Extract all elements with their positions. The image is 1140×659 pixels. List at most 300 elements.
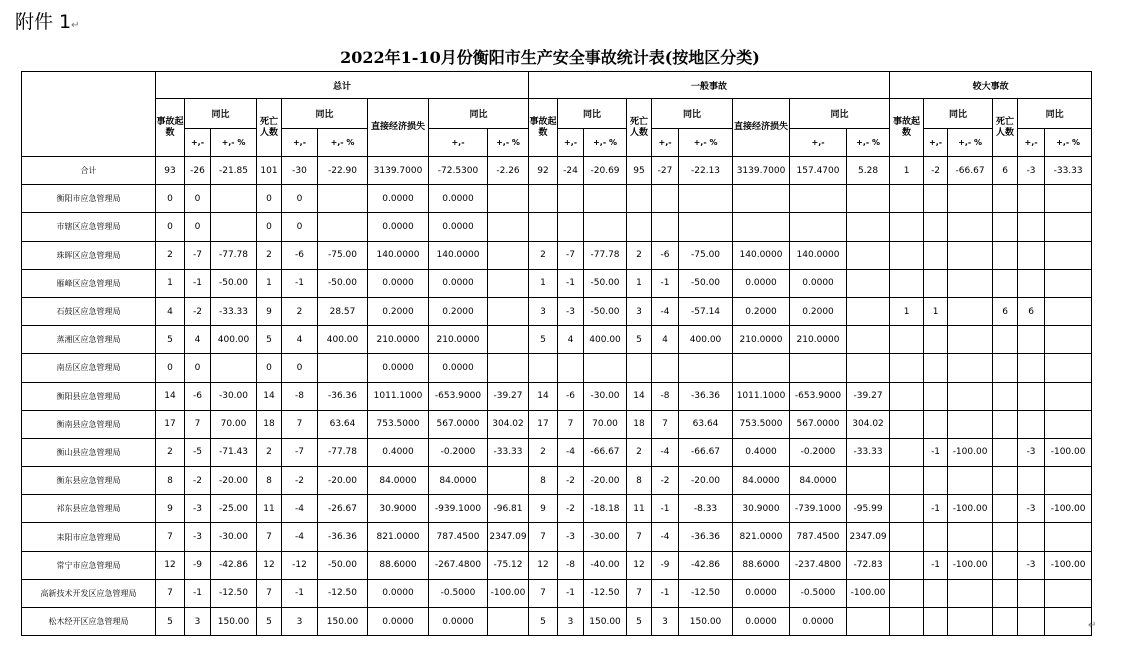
table-cell: -7	[282, 438, 318, 466]
table-cell: -50.00	[584, 297, 627, 325]
table-cell: -8	[282, 382, 318, 410]
table-cell: 3139.7000	[368, 157, 429, 185]
table-cell: 400.00	[211, 326, 257, 354]
table-cell: -3	[1018, 551, 1045, 579]
region-name-cell: 祁东县应急管理局	[22, 495, 156, 523]
table-cell	[1018, 382, 1045, 410]
table-cell: 6	[993, 157, 1018, 185]
table-row	[22, 438, 1092, 466]
table-cell: 210.0000	[733, 326, 790, 354]
table-cell: 7	[156, 523, 185, 551]
table-cell: -4	[282, 495, 318, 523]
table-cell: 5	[156, 326, 185, 354]
table-cell: 101	[257, 157, 282, 185]
table-cell: -3	[558, 523, 584, 551]
table-cell: 0	[156, 185, 185, 213]
table-cell: 4	[282, 326, 318, 354]
table-cell: -1	[558, 579, 584, 607]
region-name-cell: 珠晖区应急管理局	[22, 241, 156, 269]
table-cell	[890, 523, 924, 551]
general-loss-pct-header: +,- %	[847, 129, 890, 157]
table-cell: 63.64	[318, 410, 368, 438]
table-cell: -0.2000	[790, 438, 847, 466]
table-cell: 0.2000	[733, 297, 790, 325]
table-cell	[1045, 297, 1092, 325]
table-cell: 2	[627, 241, 652, 269]
table-cell: -26.67	[318, 495, 368, 523]
table-cell: 150.00	[318, 608, 368, 636]
table-cell: 6	[1018, 297, 1045, 325]
table-cell: 0.0000	[733, 608, 790, 636]
table-cell	[529, 185, 558, 213]
table-cell: -26	[185, 157, 211, 185]
table-cell: 0	[156, 213, 185, 241]
table-cell: -1	[185, 579, 211, 607]
group-total-header: 总计	[156, 72, 529, 99]
table-cell	[1018, 608, 1045, 636]
table-cell: 12	[529, 551, 558, 579]
general-deaths-yoy-header: 同比	[652, 99, 733, 129]
table-cell	[993, 354, 1018, 382]
table-cell: 5	[627, 608, 652, 636]
table-cell: 30.9000	[368, 495, 429, 523]
table-cell: 7	[627, 579, 652, 607]
table-cell: 0	[282, 354, 318, 382]
major-accidents-yoy-header: 同比	[924, 99, 993, 129]
table-cell	[948, 579, 993, 607]
table-cell	[488, 354, 529, 382]
table-cell: -2	[282, 467, 318, 495]
table-cell: -237.4800	[790, 551, 847, 579]
table-cell: 0.0000	[368, 185, 429, 213]
table-cell: -3	[1018, 157, 1045, 185]
total-deaths-yoy-header: 同比	[282, 99, 368, 129]
table-cell: 88.6000	[733, 551, 790, 579]
table-cell: -8	[652, 382, 679, 410]
table-cell: 0.2000	[429, 297, 488, 325]
general-loss-diff-header: +,-	[790, 129, 847, 157]
table-cell	[890, 495, 924, 523]
table-cell	[847, 467, 890, 495]
table-cell	[1018, 354, 1045, 382]
table-cell: -0.5000	[429, 579, 488, 607]
table-cell: 0.0000	[790, 269, 847, 297]
table-cell	[1045, 382, 1092, 410]
table-cell	[948, 410, 993, 438]
table-cell: -30	[282, 157, 318, 185]
table-cell: -12.50	[584, 579, 627, 607]
table-cell	[890, 410, 924, 438]
table-cell: -42.86	[679, 551, 733, 579]
table-cell: -100.00	[488, 579, 529, 607]
table-cell	[948, 326, 993, 354]
table-cell	[211, 354, 257, 382]
table-cell	[1045, 467, 1092, 495]
table-cell: 821.0000	[368, 523, 429, 551]
table-cell	[948, 608, 993, 636]
table-cell: 0.0000	[429, 269, 488, 297]
table-cell: -33.33	[847, 438, 890, 466]
table-cell: -20.00	[679, 467, 733, 495]
table-cell	[948, 523, 993, 551]
table-cell	[211, 213, 257, 241]
table-cell	[627, 185, 652, 213]
table-cell: -267.4800	[429, 551, 488, 579]
table-cell: -5	[185, 438, 211, 466]
general-deaths-diff-header: +,-	[652, 129, 679, 157]
table-cell	[948, 467, 993, 495]
table-cell: 0.0000	[733, 269, 790, 297]
table-cell: 1	[924, 297, 948, 325]
table-cell	[1018, 523, 1045, 551]
table-cell: 5.28	[847, 157, 890, 185]
total-deaths-diff-header: +,-	[282, 129, 318, 157]
table-cell	[488, 467, 529, 495]
table-cell: -75.00	[318, 241, 368, 269]
table-cell: -40.00	[584, 551, 627, 579]
table-cell: -36.36	[318, 523, 368, 551]
table-cell: 210.0000	[368, 326, 429, 354]
table-cell: -3	[1018, 438, 1045, 466]
table-cell: 70.00	[584, 410, 627, 438]
table-cell	[488, 269, 529, 297]
table-cell: -75.00	[679, 241, 733, 269]
table-cell: -77.78	[318, 438, 368, 466]
table-cell	[558, 185, 584, 213]
table-cell	[890, 579, 924, 607]
table-cell	[1018, 326, 1045, 354]
table-cell: -36.36	[679, 382, 733, 410]
table-cell: 0.0000	[368, 354, 429, 382]
table-cell	[924, 579, 948, 607]
major-deaths-diff-header: +,-	[1018, 129, 1045, 157]
table-cell	[993, 608, 1018, 636]
general-accidents-header: 事故起数	[529, 99, 558, 157]
table-cell	[993, 326, 1018, 354]
table-cell: 0	[282, 185, 318, 213]
table-cell	[993, 382, 1018, 410]
table-row	[22, 354, 1092, 382]
table-cell: 2	[282, 297, 318, 325]
table-cell: 28.57	[318, 297, 368, 325]
table-cell	[318, 354, 368, 382]
table-cell	[924, 354, 948, 382]
table-cell: -2	[185, 467, 211, 495]
region-name-cell: 耒阳市应急管理局	[22, 523, 156, 551]
table-cell: -39.27	[488, 382, 529, 410]
table-cell	[733, 213, 790, 241]
region-name-cell: 市辖区应急管理局	[22, 213, 156, 241]
table-cell: 63.64	[679, 410, 733, 438]
table-cell: 0	[257, 185, 282, 213]
table-cell: 93	[156, 157, 185, 185]
total-accidents-pct-header: +,- %	[211, 129, 257, 157]
table-cell: 7	[282, 410, 318, 438]
table-cell: 7	[529, 579, 558, 607]
table-cell: 8	[257, 467, 282, 495]
table-cell: -50.00	[584, 269, 627, 297]
table-cell: 1011.1000	[733, 382, 790, 410]
table-cell: -39.27	[847, 382, 890, 410]
general-accidents-pct-header: +,- %	[584, 129, 627, 157]
table-cell: 7	[257, 523, 282, 551]
table-cell	[924, 382, 948, 410]
table-cell: -20.00	[318, 467, 368, 495]
table-cell: -4	[652, 438, 679, 466]
table-cell: 84.0000	[368, 467, 429, 495]
table-cell	[993, 410, 1018, 438]
table-cell: -1	[282, 269, 318, 297]
table-cell: 0	[156, 354, 185, 382]
table-cell: 7	[185, 410, 211, 438]
region-name-cell: 合计	[22, 157, 156, 185]
table-cell: 6	[993, 297, 1018, 325]
table-cell: 140.0000	[733, 241, 790, 269]
table-cell: 12	[257, 551, 282, 579]
table-cell: 3	[652, 608, 679, 636]
table-cell: 567.0000	[790, 410, 847, 438]
table-cell: -1	[924, 551, 948, 579]
table-cell	[890, 438, 924, 466]
table-cell: -739.1000	[790, 495, 847, 523]
table-cell: 14	[529, 382, 558, 410]
table-cell	[993, 579, 1018, 607]
table-cell: -6	[282, 241, 318, 269]
table-cell: -7	[558, 241, 584, 269]
table-cell: -30.00	[584, 382, 627, 410]
table-cell: -72.5300	[429, 157, 488, 185]
table-cell	[679, 354, 733, 382]
table-cell	[924, 213, 948, 241]
table-cell: -2	[558, 467, 584, 495]
region-name-cell: 雁峰区应急管理局	[22, 269, 156, 297]
table-cell	[924, 185, 948, 213]
table-cell: 4	[156, 297, 185, 325]
table-cell	[890, 467, 924, 495]
table-cell: -77.78	[211, 241, 257, 269]
table-cell: 2	[156, 438, 185, 466]
table-cell	[993, 269, 1018, 297]
table-cell: -100.00	[948, 495, 993, 523]
table-cell	[529, 354, 558, 382]
table-cell	[924, 269, 948, 297]
table-cell: -30.00	[211, 523, 257, 551]
table-cell	[733, 185, 790, 213]
table-cell	[558, 354, 584, 382]
table-row	[22, 382, 1092, 410]
table-cell: -4	[652, 523, 679, 551]
table-cell	[847, 269, 890, 297]
table-cell: 11	[627, 495, 652, 523]
table-cell: -24	[558, 157, 584, 185]
table-cell	[890, 213, 924, 241]
region-name-cell: 衡阳县应急管理局	[22, 382, 156, 410]
table-row	[22, 523, 1092, 551]
table-cell: 2	[156, 241, 185, 269]
table-cell: -2	[558, 495, 584, 523]
table-cell	[1018, 241, 1045, 269]
region-name-cell: 南岳区应急管理局	[22, 354, 156, 382]
table-cell: 8	[156, 467, 185, 495]
region-name-cell: 衡阳市应急管理局	[22, 185, 156, 213]
table-cell: -2	[185, 297, 211, 325]
table-cell	[948, 297, 993, 325]
table-cell: 84.0000	[733, 467, 790, 495]
table-cell: 5	[529, 608, 558, 636]
table-cell: -1	[652, 579, 679, 607]
major-accidents-diff-header: +,-	[924, 129, 948, 157]
general-loss-header: 直接经济损失	[733, 99, 790, 157]
table-cell: -3	[1018, 495, 1045, 523]
table-cell: -0.2000	[429, 438, 488, 466]
table-cell: 1	[627, 269, 652, 297]
table-cell: 14	[257, 382, 282, 410]
table-cell: 3	[558, 608, 584, 636]
table-cell	[1018, 213, 1045, 241]
table-cell	[488, 213, 529, 241]
table-cell: -22.13	[679, 157, 733, 185]
table-cell: -100.00	[1045, 495, 1092, 523]
table-cell: 0.0000	[429, 608, 488, 636]
total-deaths-pct-header: +,- %	[318, 129, 368, 157]
table-cell: -20.00	[211, 467, 257, 495]
table-cell	[488, 241, 529, 269]
table-row	[22, 495, 1092, 523]
major-accidents-pct-header: +,- %	[948, 129, 993, 157]
table-cell	[948, 354, 993, 382]
table-cell	[924, 467, 948, 495]
table-cell: 140.0000	[368, 241, 429, 269]
table-cell: -25.00	[211, 495, 257, 523]
table-cell	[1018, 579, 1045, 607]
table-cell: 12	[156, 551, 185, 579]
table-cell: 84.0000	[429, 467, 488, 495]
table-cell: -6	[652, 241, 679, 269]
table-cell: -9	[185, 551, 211, 579]
table-cell: 2347.09	[847, 523, 890, 551]
table-cell	[1045, 608, 1092, 636]
table-cell	[318, 213, 368, 241]
table-row	[22, 269, 1092, 297]
table-cell: 5	[529, 326, 558, 354]
table-cell	[790, 354, 847, 382]
table-cell: 753.5000	[733, 410, 790, 438]
table-cell: 88.6000	[368, 551, 429, 579]
total-accidents-header: 事故起数	[156, 99, 185, 157]
region-name-cell: 蒸湘区应急管理局	[22, 326, 156, 354]
table-cell	[890, 608, 924, 636]
table-cell: 0	[257, 354, 282, 382]
region-header-cell	[22, 72, 156, 157]
region-name-cell: 衡东县应急管理局	[22, 467, 156, 495]
table-cell: 304.02	[488, 410, 529, 438]
table-cell: 3	[282, 608, 318, 636]
table-cell	[529, 213, 558, 241]
table-cell: -1	[652, 269, 679, 297]
table-cell	[1045, 579, 1092, 607]
table-cell	[847, 354, 890, 382]
table-cell	[488, 185, 529, 213]
table-cell	[652, 354, 679, 382]
table-cell: -22.90	[318, 157, 368, 185]
table-cell: 567.0000	[429, 410, 488, 438]
table-cell: -939.1000	[429, 495, 488, 523]
table-cell: -12	[282, 551, 318, 579]
table-cell	[558, 213, 584, 241]
table-cell: -2	[652, 467, 679, 495]
table-cell: 1011.1000	[368, 382, 429, 410]
total-loss-pct-header: +,- %	[488, 129, 529, 157]
table-cell	[488, 608, 529, 636]
table-cell: -9	[652, 551, 679, 579]
table-cell: 2	[529, 438, 558, 466]
table-cell: 1	[156, 269, 185, 297]
table-cell	[1045, 241, 1092, 269]
table-cell: 84.0000	[790, 467, 847, 495]
table-cell	[847, 185, 890, 213]
table-cell	[627, 354, 652, 382]
table-cell: 5	[257, 608, 282, 636]
table-cell: -21.85	[211, 157, 257, 185]
table-cell: -3	[185, 523, 211, 551]
table-cell: -100.00	[847, 579, 890, 607]
table-cell: 4	[185, 326, 211, 354]
attachment-label: 附件 1↵	[15, 11, 80, 33]
table-cell: -4	[558, 438, 584, 466]
table-cell: 30.9000	[733, 495, 790, 523]
table-cell	[488, 326, 529, 354]
table-cell: 4	[558, 326, 584, 354]
table-cell: 150.00	[584, 608, 627, 636]
table-cell: -8	[558, 551, 584, 579]
table-cell: 0.4000	[368, 438, 429, 466]
table-cell: -20.69	[584, 157, 627, 185]
table-cell: 400.00	[679, 326, 733, 354]
table-cell: -1	[185, 269, 211, 297]
table-cell	[318, 185, 368, 213]
table-row	[22, 297, 1092, 325]
table-cell	[790, 185, 847, 213]
table-cell	[948, 382, 993, 410]
table-cell: -66.67	[948, 157, 993, 185]
total-accidents-yoy-header: 同比	[185, 99, 257, 129]
table-cell: 140.0000	[429, 241, 488, 269]
table-cell: -42.86	[211, 551, 257, 579]
table-cell: 0.0000	[790, 608, 847, 636]
table-cell: 7	[652, 410, 679, 438]
table-cell	[948, 185, 993, 213]
table-cell: -75.12	[488, 551, 529, 579]
table-cell: -30.00	[584, 523, 627, 551]
table-cell: 9	[156, 495, 185, 523]
table-cell: -653.9000	[790, 382, 847, 410]
table-cell: -50.00	[318, 269, 368, 297]
table-cell: 0	[185, 213, 211, 241]
table-cell	[733, 354, 790, 382]
table-cell: 753.5000	[368, 410, 429, 438]
table-cell: -100.00	[948, 551, 993, 579]
table-row	[22, 551, 1092, 579]
table-cell: -653.9000	[429, 382, 488, 410]
table-cell: -72.83	[847, 551, 890, 579]
table-cell	[993, 241, 1018, 269]
table-cell	[993, 438, 1018, 466]
table-cell	[1045, 354, 1092, 382]
table-cell: -33.33	[488, 438, 529, 466]
table-cell	[1045, 213, 1092, 241]
table-cell: -4	[282, 523, 318, 551]
table-cell: 2	[257, 241, 282, 269]
